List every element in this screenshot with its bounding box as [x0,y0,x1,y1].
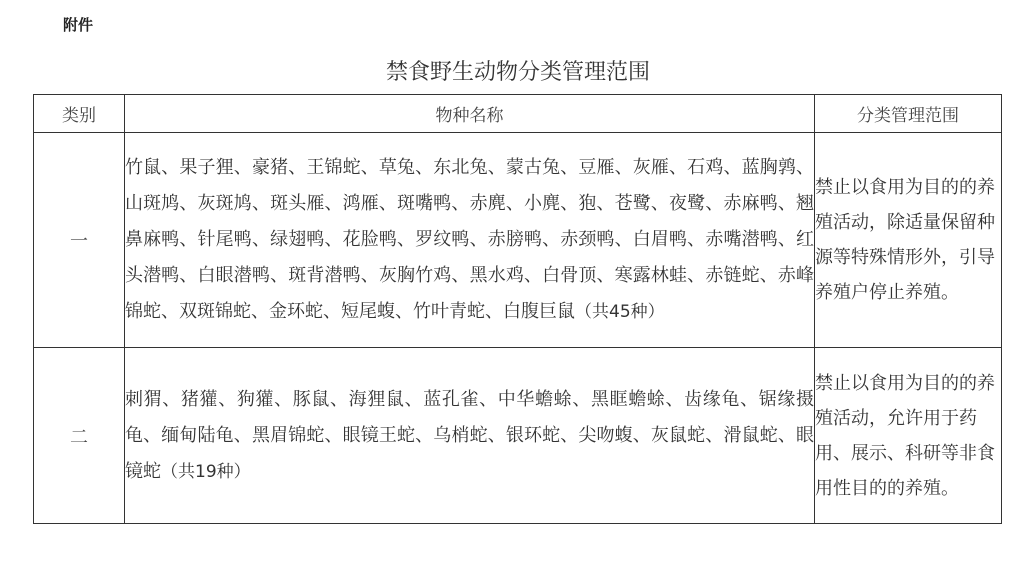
header-category: 类别 [34,95,125,133]
scope-cell: 禁止以食用为目的的养殖活动，除适量保留种源等特殊情形外，引导养殖户停止养殖。 [815,133,1002,348]
table-row [34,348,1002,524]
species-count: （共45种） [575,302,665,322]
document-title: 禁食野生动物分类管理范围 [385,60,650,85]
table-row [34,133,1002,348]
scope-cell: 禁止以食用为目的的养殖活动，允许用于药用、展示、科研等非食用性目的的养殖。 [815,348,1002,524]
species-count: （共19种） [161,461,251,482]
category-cell: 一 [34,133,125,348]
species-cell [125,133,815,348]
table-header-row [34,95,1002,133]
species-list: 竹鼠、果子狸、豪猪、王锦蛇、草兔、东北兔、蒙古兔、豆雁、灰雁、石鸡、蓝胸鹑、山斑鸠、灰斑鸠、斑头雁、鸿雁、斑嘴鸭、赤麂、小麂、狍、苍鹭、夜鹭、赤麻鸭、翘鼻麻鸭、针尾鸭、绿翅鸭、花脸鸭、罗纹鸭、赤膀鸭、赤颈鸭、白眉鸭、赤嘴潜鸭、红头潜鸭、白眼潜鸭、斑背潜鸭、灰胸竹鸡、黑水鸡、白骨顶、寒露林蛙、赤链蛇、赤峰锦蛇、双斑锦蛇、金环蛇、短尾蝮、竹叶青蛇、白腹巨鼠 [125,157,814,322]
species-cell [125,348,815,524]
attachment-label: 附件 [63,16,94,34]
classification-table [33,94,1002,524]
species-list: 刺猬、猪獾、狗獾、豚鼠、海狸鼠、蓝孔雀、中华蟾蜍、黑眶蟾蜍、齿缘龟、锯缘摄龟、缅甸陆龟、黑眉锦蛇、眼镜王蛇、乌梢蛇、银环蛇、尖吻蝮、灰鼠蛇、滑鼠蛇、眼镜蛇 [125,388,814,482]
header-scope: 分类管理范围 [815,95,1002,133]
category-cell: 二 [34,348,125,524]
header-species: 物种名称 [125,95,815,133]
